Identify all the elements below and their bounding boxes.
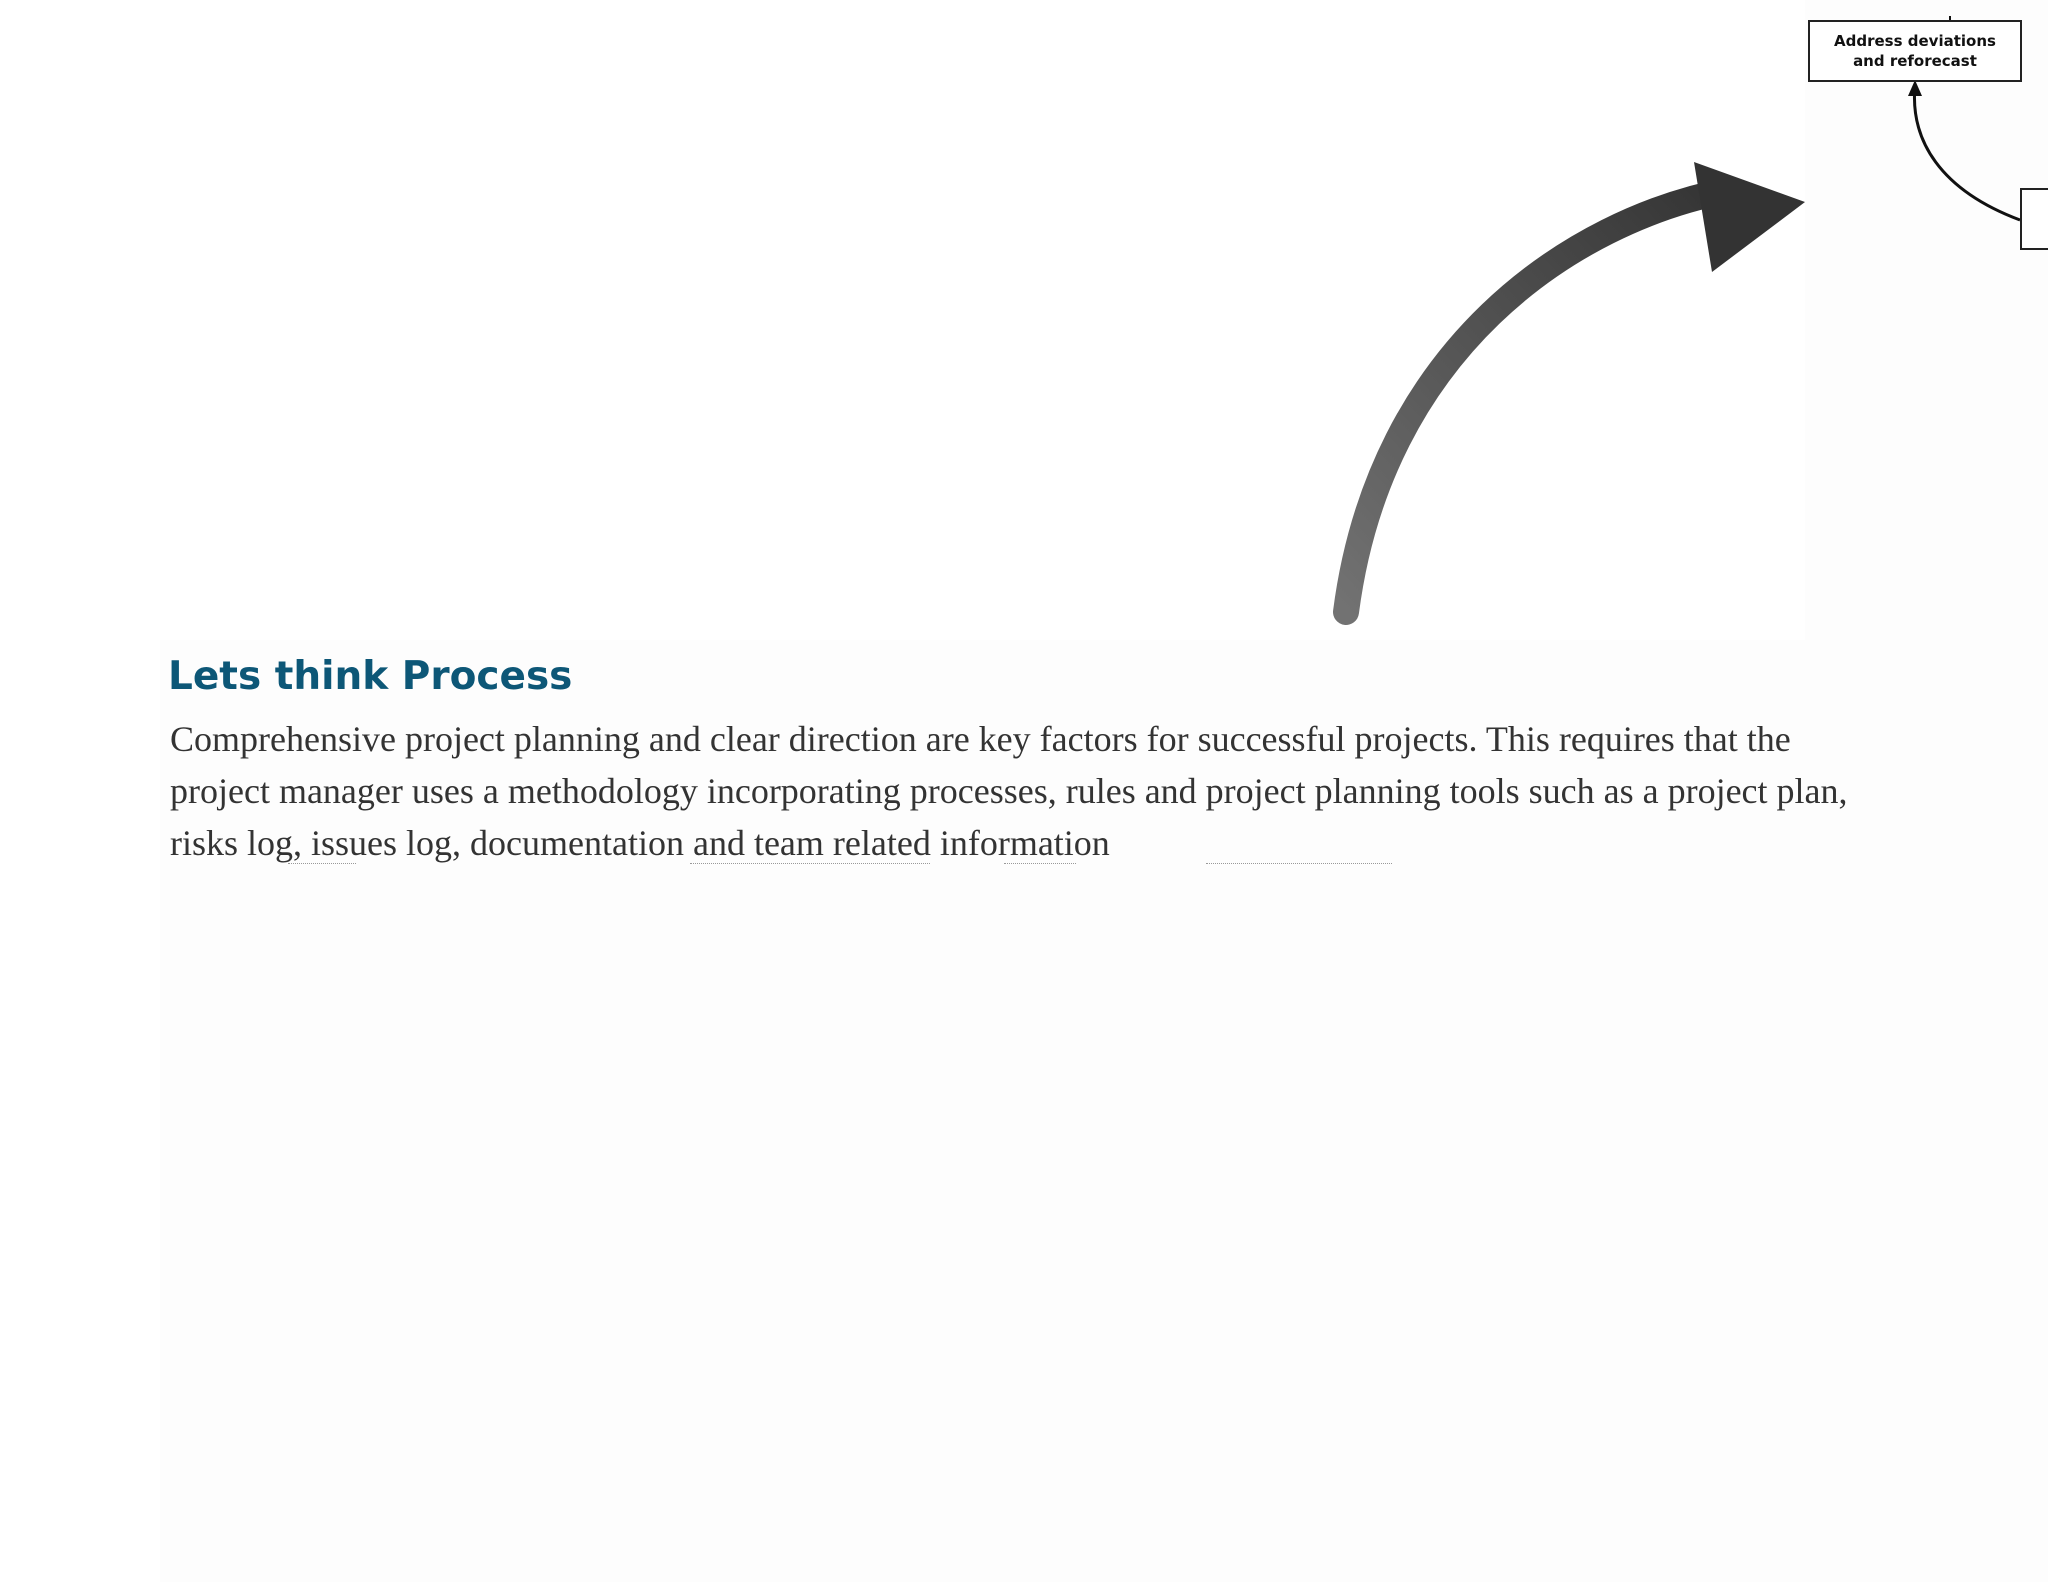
annotation-underline bbox=[690, 862, 930, 864]
curved-arrow-icon bbox=[1300, 150, 1820, 630]
annotation-underline bbox=[1004, 862, 1076, 864]
diagram-node-label: Address deviations and reforecast bbox=[1834, 32, 1996, 70]
annotation-underline bbox=[288, 862, 356, 864]
section-heading: Lets think Process bbox=[168, 654, 573, 699]
diagram-node-partial bbox=[2020, 188, 2048, 250]
annotation-underline bbox=[1206, 862, 1392, 864]
diagram-node-reforecast bbox=[1808, 20, 2022, 82]
section-body-text: Comprehensive project planning and clear direction are key factors for successful projects. This requires that the project manager uses a methodology incorporating processes, rules and project planning tools such as a project plan, risks log, issues log, documentation and team related information bbox=[170, 719, 1848, 863]
